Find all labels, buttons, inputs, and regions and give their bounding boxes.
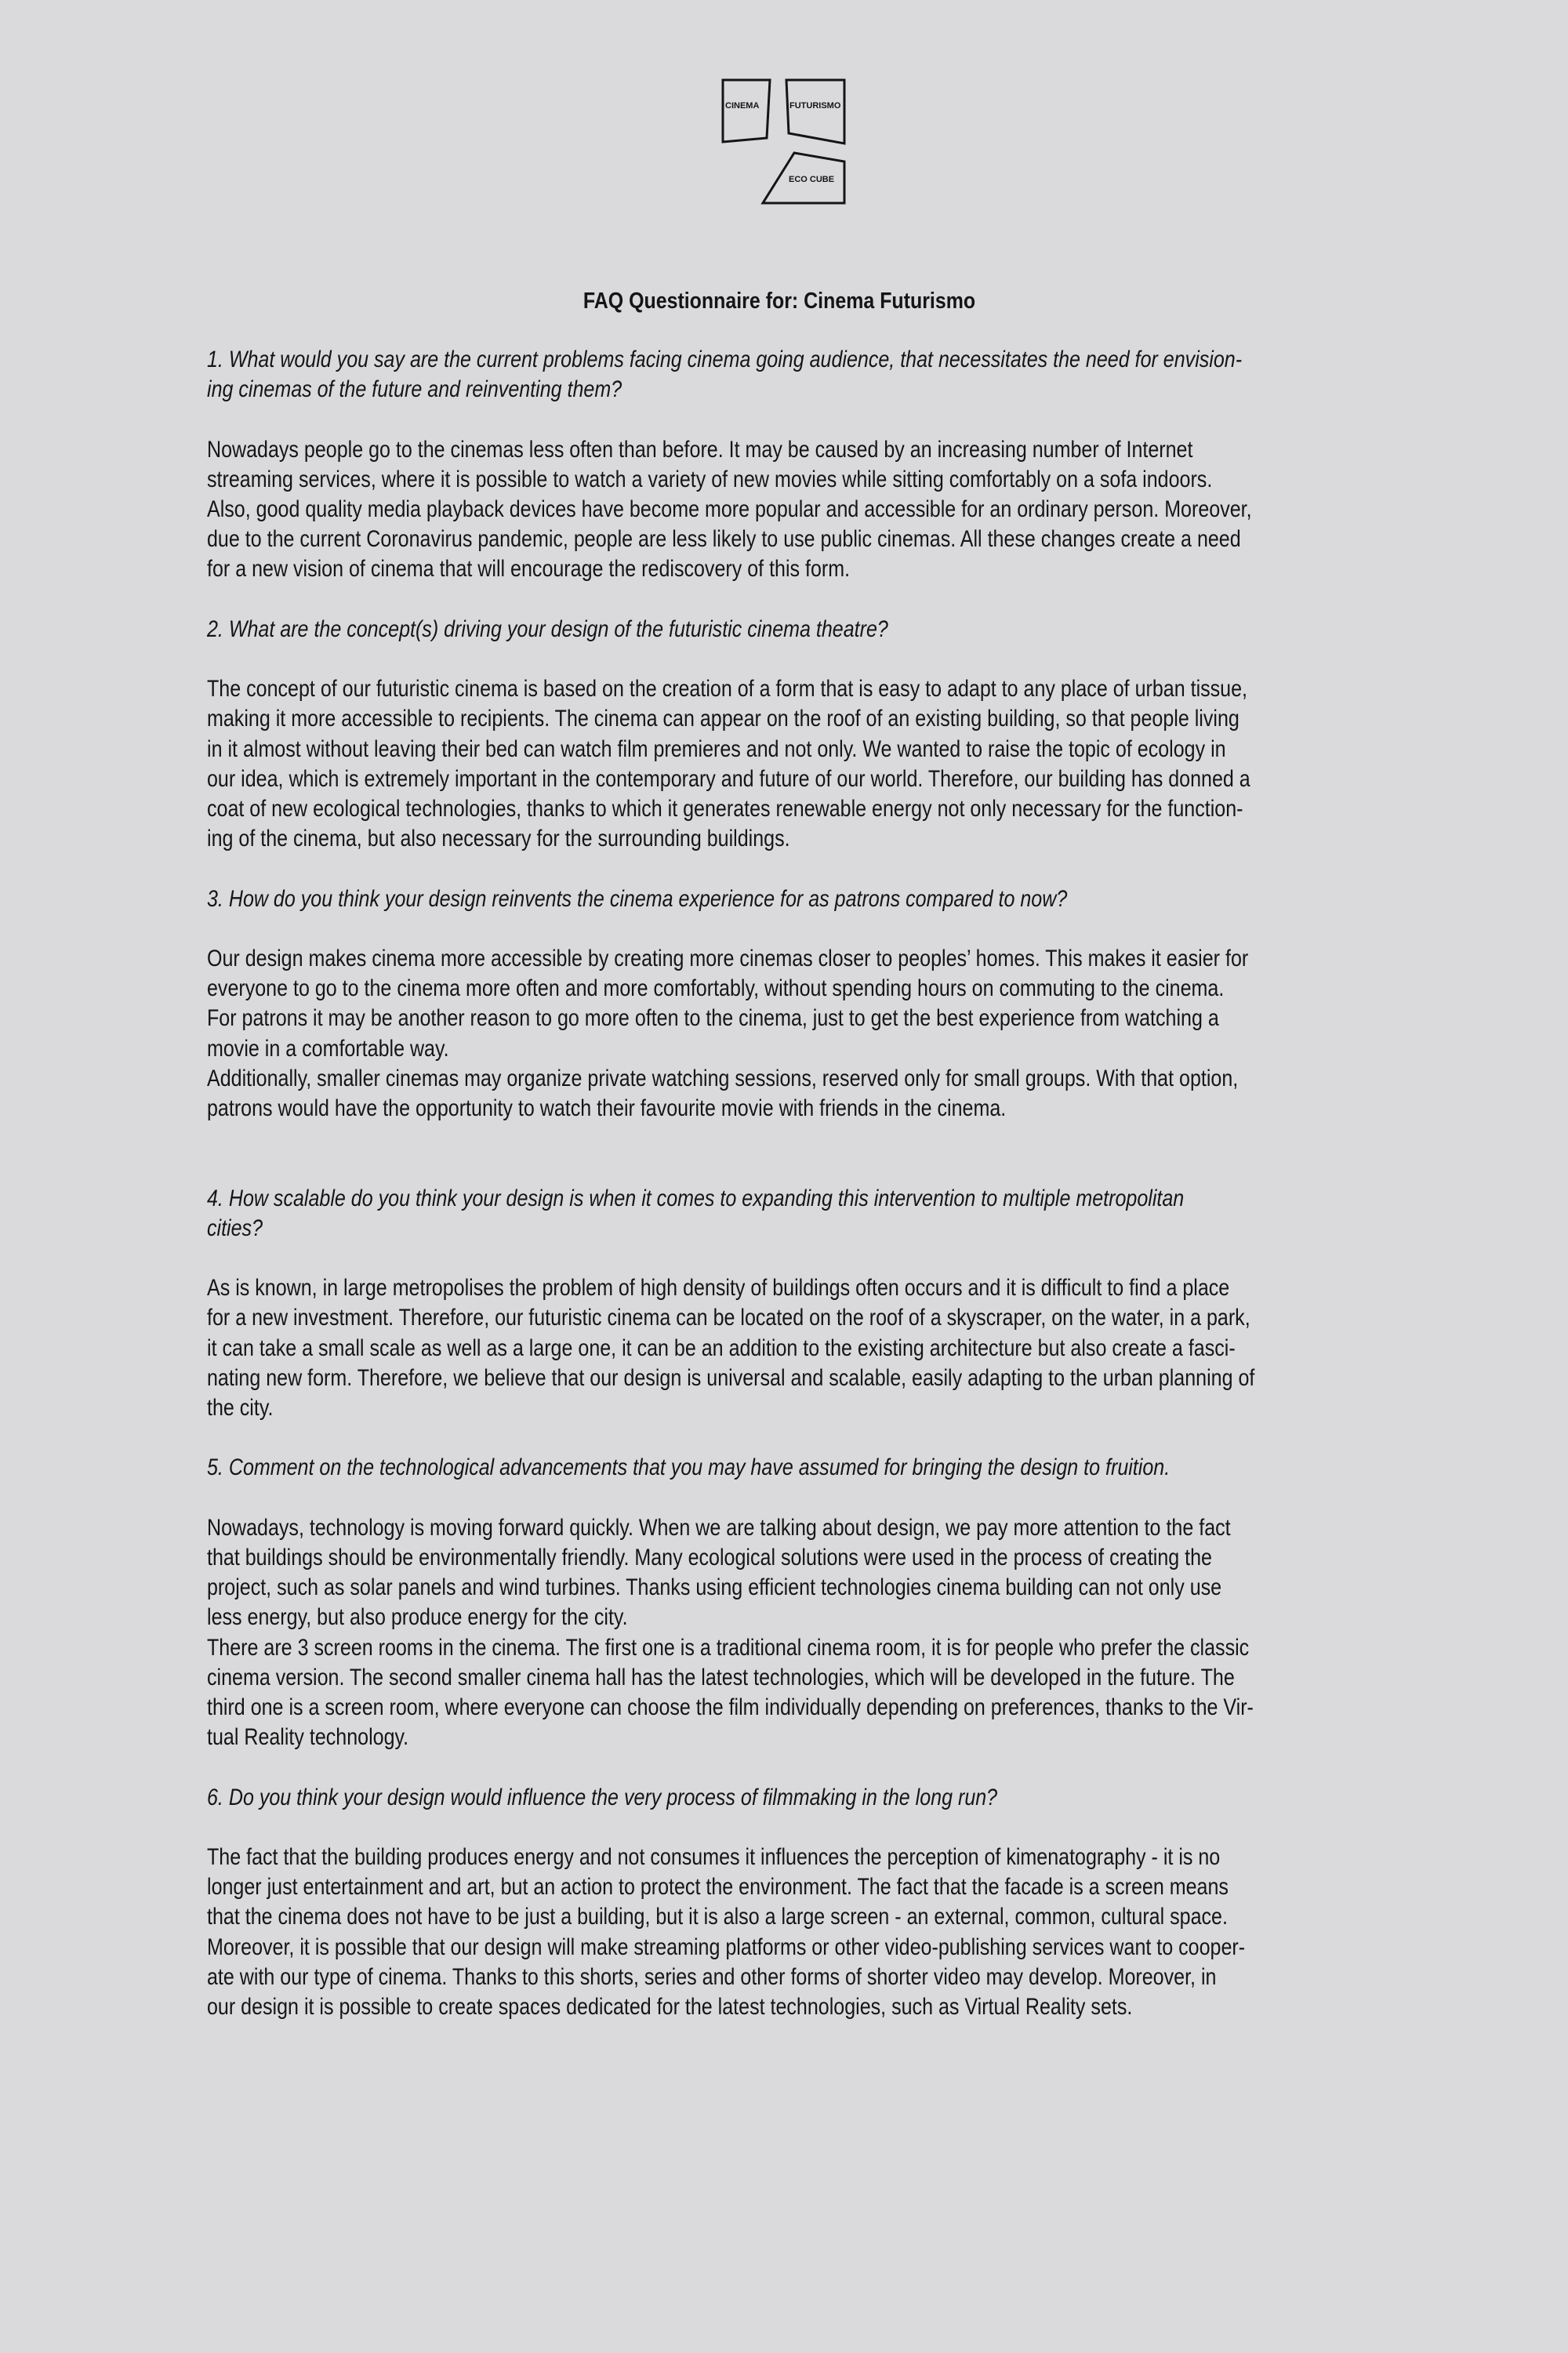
logo-cinema-box [723,80,770,142]
logo-eco-cube-text: ECO CUBE [789,175,835,184]
logo-cinema-text: CINEMA [725,101,760,111]
faq-question-5: 5. Comment on the technological advancements that you may have assumed for bringing the design to fruition. [207,1454,1171,1481]
cinema-futurismo-logo [713,72,855,207]
faq-question-4: 4. How scalable do you think your design is when it comes to expanding this intervention to multiple metropolitan cities? [207,1185,1185,1241]
faq-question-6: 6. Do you think your design would influence the very process of filmmaking in the long run? [207,1784,998,1810]
faq-answer-3: Our design makes cinema more accessible by creating more cinemas closer to peoples’ homes. This makes it easier for everyone to go to the cinema more often and more comfortably, without spending hours on commuting to the cinema. For patrons it may be another reason to go more often to the cinema, just to get the best experience from watching a movie in a comfortable way. Additionally, smaller cinemas may organize private watching sessions, reserved only for small groups. With that option, patrons would have the opportunity to watch their favourite movie with friends in the cinema. [207,945,1249,1121]
faq-question-3: 3. How do you think your design reinvents the cinema experience for as patrons compared to now? [207,885,1068,912]
faq-answer-5: Nowadays, technology is moving forward quickly. When we are talking about design, we pay more attention to the fact that buildings should be environmentally friendly. Many ecological solutions were used in the process of creating the project, such as solar panels and wind turbines. Thanks using efficient technologies cinema building can not only use less energy, but also produce energy for the city. There are 3 screen rooms in the cinema. The first one is a traditional cinema room, it is for people who prefer the classic cinema version. The second smaller cinema hall has the latest technologies, which will be developed in the future. The third one is a screen room, where everyone can choose the film individually depending on preferences, thanks to the Vir- tual Reality technology. [207,1514,1254,1751]
logo-futurismo-box [786,80,844,143]
faq-answer-1: Nowadays people go to the cinemas less often than before. It may be caused by an increasing number of Internet streaming services, where it is possible to watch a variety of new movies while sitting comfortably on a sofa indoors. Also, good quality media playback devices have become more popular and accessible for an ordinary person. Moreover, due to the current Coronavirus pandemic, people are less likely to use public cinemas. All these changes create a need for a new vision of cinema that will encourage the rediscovery of this form. [207,436,1252,583]
page-title: FAQ Questionnaire for: Cinema Futurismo [583,289,976,314]
faq-answer-2: The concept of our futuristic cinema is based on the creation of a form that is easy to adapt to any place of urban tissue, making it more accessible to recipients. The cinema can appear on the roof of an existing building, so that people living in it almost without leaving their bed can watch film premieres and not only. We wanted to raise the topic of ecology in our idea, which is extremely important in the contemporary and future of our world. Therefore, our building has donned a coat of new ecological technologies, thanks to which it generates renewable energy not only necessary for the function- ing of the cinema, but also necessary for the surrounding buildings. [207,676,1250,852]
faq-question-2: 2. What are the concept(s) driving your design of the futuristic cinema theatre? [207,615,888,642]
faq-content [207,345,1345,2022]
faq-answer-6: The fact that the building produces energy and not consumes it influences the perception of kimenatography - it is no longer just entertainment and art, but an action to protect the environment. The fact that the facade is a screen means that the cinema does not have to be just a building, but it is also a large screen - an external, common, cultural space. Moreover, it is possible that our design will make streaming platforms or other video-publishing services want to cooper- ate with our type of cinema. Thanks to this shorts, series and other forms of shorter video may develop. Moreover, in our design it is possible to create spaces dedicated for the latest technologies, such as Virtual Reality sets. [207,1843,1246,2020]
logo-futurismo-text: FUTURISMO [789,101,841,111]
faq-question-1: 1. What would you say are the current problems facing cinema going audience, that necessitates the need for envision- ing cinemas of the future and reinventing them? [207,347,1243,403]
faq-answer-4: As is known, in large metropolises the problem of high density of buildings often occurs and it is difficult to find a place for a new investment. Therefore, our futuristic cinema can be located on the roof of a skyscraper, on the water, in a park, it can take a small scale as well as a large one, it can be an addition to the existing architecture but also create a fasci- nating new form. Therefore, we believe that our design is universal and scalable, easily adapting to the urban planning of the city. [207,1275,1255,1421]
